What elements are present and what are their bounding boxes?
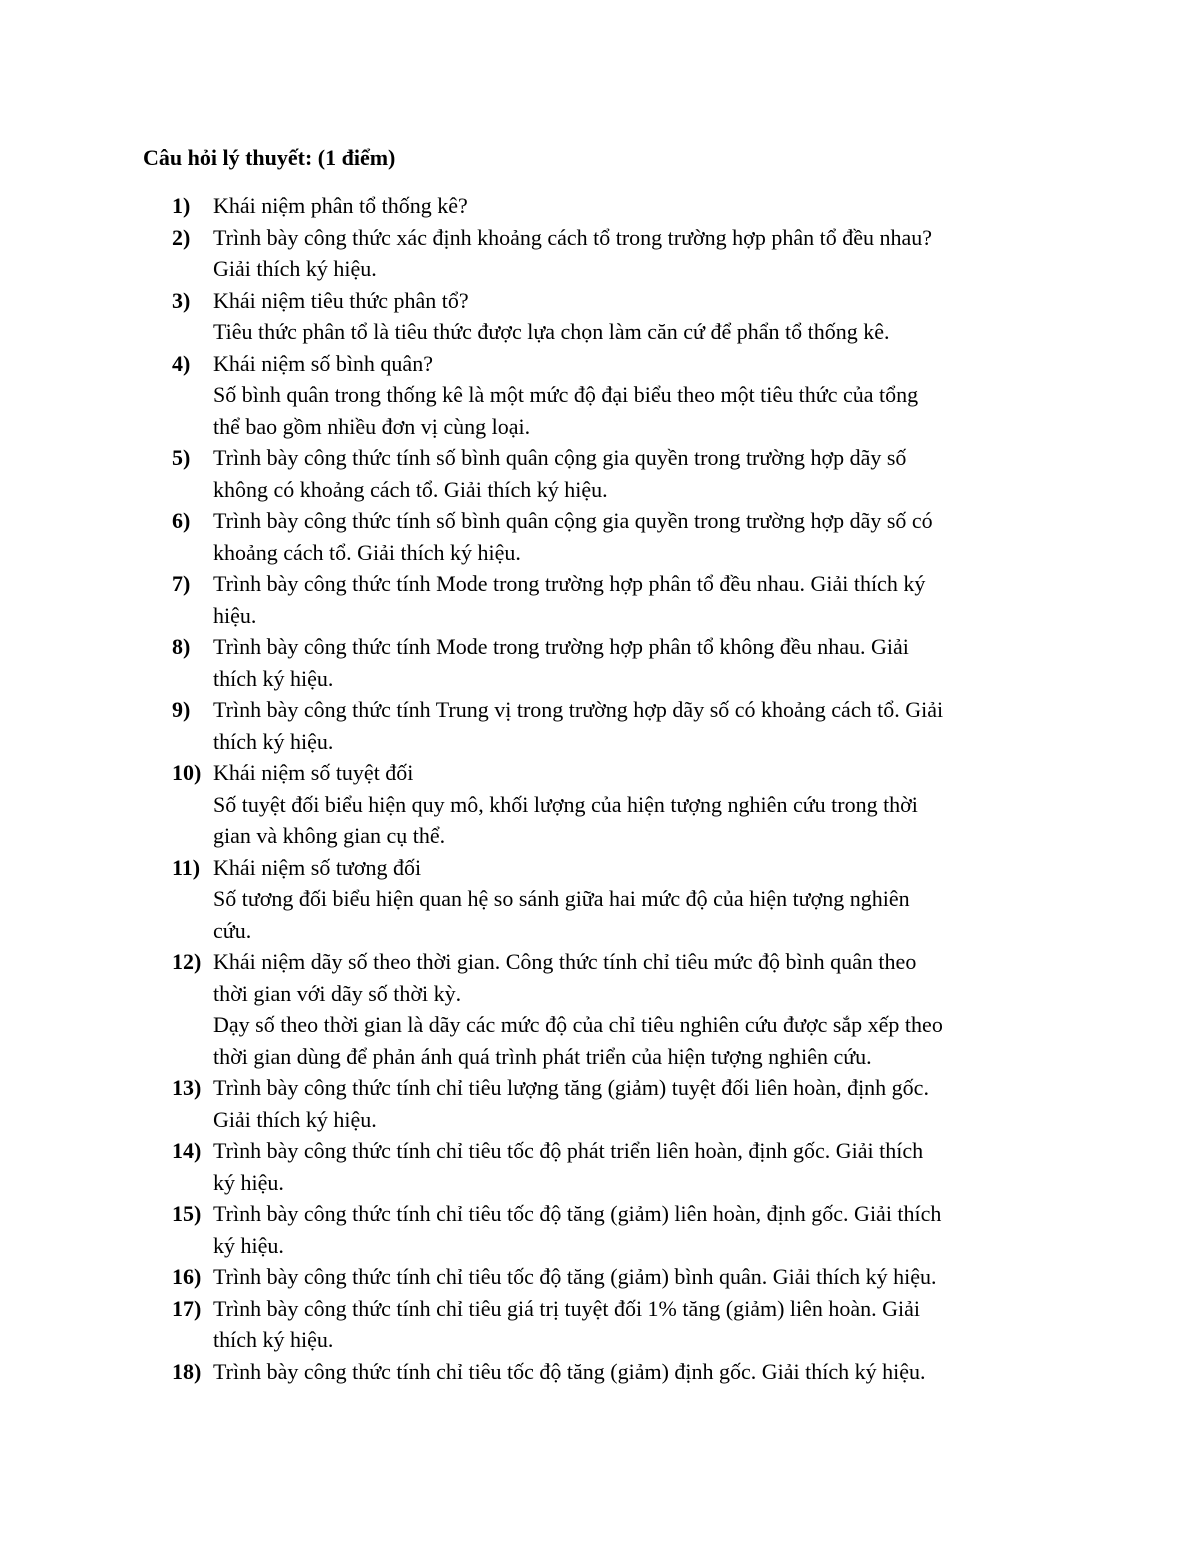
question-text: Khái niệm số tuyệt đối <box>213 760 414 785</box>
question-text: Trình bày công thức tính Mode trong trường hợp phân tổ không đều nhau. Giải <box>213 634 909 659</box>
question-item <box>172 1135 1072 1198</box>
question-item <box>172 852 1072 947</box>
question-number: 5) <box>172 445 191 470</box>
question-text: Trình bày công thức tính số bình quân cộng gia quyền trong trường hợp dãy số <box>213 445 907 470</box>
question-number: 4) <box>172 350 191 376</box>
question-text: Trình bày công thức tính chỉ tiêu tốc độ tăng (giảm) bình quân. Giải thích ký hiệu. <box>213 1264 937 1289</box>
question-number: 3) <box>172 287 191 313</box>
question-text-continuation: Số tương đối biểu hiện quan hệ so sánh giữa hai mức độ của hiện tượng nghiên <box>213 886 910 911</box>
question-number: 18) <box>172 1358 202 1384</box>
question-text: Trình bày công thức tính chỉ tiêu tốc độ phát triển liên hoàn, định gốc. Giải thích <box>213 1138 924 1163</box>
question-text-continuation: ký hiệu. <box>213 1232 284 1258</box>
question-item <box>172 1356 1072 1388</box>
question-text-continuation: Số tuyệt đối biểu hiện quy mô, khối lượng của hiện tượng nghiên cứu trong thời <box>213 791 918 817</box>
question-text-continuation: Giải thích ký hiệu. <box>213 256 377 281</box>
question-text-continuation: Giải thích ký hiệu. <box>213 1106 377 1132</box>
question-item <box>172 694 1072 757</box>
question-item <box>172 1293 1072 1356</box>
question-text-continuation: cứu. <box>213 917 252 943</box>
question-item <box>172 1261 1072 1293</box>
question-text-continuation: Tiêu thức phân tổ là tiêu thức được lựa chọn làm căn cứ để phẩn tổ thống kê. <box>213 319 890 344</box>
question-item <box>172 946 1072 1072</box>
question-text: Trình bày công thức tính chỉ tiêu lượng tăng (giảm) tuyệt đối liên hoàn, định gốc. <box>213 1075 929 1100</box>
question-text: Trình bày công thức tính chỉ tiêu tốc độ tăng (giảm) liên hoàn, định gốc. Giải thích <box>213 1201 942 1226</box>
question-number: 15) <box>172 1201 202 1226</box>
question-text-continuation: Dạy số theo thời gian là dãy các mức độ của chỉ tiêu nghiên cứu được sắp xếp theo <box>213 1012 943 1037</box>
question-text-continuation: thời gian với dãy số thời kỳ. <box>213 980 462 1006</box>
question-text: Trình bày công thức tính Mode trong trường hợp phân tổ đều nhau. Giải thích ký <box>213 571 926 596</box>
question-text: Trình bày công thức tính chỉ tiêu giá trị tuyệt đối 1% tăng (giảm) liên hoàn. Giải <box>213 1295 921 1321</box>
question-item <box>172 757 1072 852</box>
question-text-continuation: thích ký hiệu. <box>213 665 334 691</box>
question-number: 16) <box>172 1264 202 1289</box>
question-number: 14) <box>172 1138 202 1163</box>
question-list <box>172 190 1072 1387</box>
question-text-continuation: thời gian dùng để phản ánh quá trình phát triển của hiện tượng nghiên cứu. <box>213 1043 872 1069</box>
question-item <box>172 190 1072 222</box>
question-item <box>172 222 1072 285</box>
question-number: 2) <box>172 224 191 250</box>
question-text-continuation: thích ký hiệu. <box>213 1327 334 1352</box>
question-text: Khái niệm dãy số theo thời gian. Công thức tính chỉ tiêu mức độ bình quân theo <box>213 949 917 974</box>
question-item <box>172 631 1072 694</box>
question-text: Khái niệm số bình quân? <box>213 350 433 376</box>
question-text-continuation: thích ký hiệu. <box>213 728 334 754</box>
question-number: 10) <box>172 760 202 785</box>
question-text: Khái niệm số tương đối <box>213 854 422 880</box>
question-number: 13) <box>172 1075 202 1100</box>
question-number: 9) <box>172 697 191 722</box>
question-text-continuation: ký hiệu. <box>213 1169 284 1195</box>
question-number: 7) <box>172 571 191 596</box>
question-number: 8) <box>172 634 191 659</box>
question-item <box>172 1198 1072 1261</box>
question-number: 6) <box>172 508 191 533</box>
question-number: 11) <box>172 854 201 880</box>
question-text-continuation: gian và không gian cụ thể. <box>213 823 446 848</box>
question-item <box>172 568 1072 631</box>
question-text-continuation: khoảng cách tổ. Giải thích ký hiệu. <box>213 539 521 565</box>
question-item <box>172 285 1072 348</box>
question-item <box>172 1072 1072 1135</box>
question-item <box>172 505 1072 568</box>
question-text-continuation: hiệu. <box>213 602 257 628</box>
question-text: Trình bày công thức tính Trung vị trong trường hợp dãy số có khoảng cách tổ. Giải <box>213 697 944 722</box>
question-text: Khái niệm tiêu thức phân tổ? <box>213 287 469 313</box>
question-number: 1) <box>172 193 191 218</box>
question-text-continuation: Số bình quân trong thống kê là một mức độ đại biểu theo một tiêu thức của tổng <box>213 382 919 407</box>
section-heading: Câu hỏi lý thuyết: (1 điểm) <box>143 145 396 170</box>
question-text: Trình bày công thức tính chỉ tiêu tốc độ tăng (giảm) định gốc. Giải thích ký hiệu. <box>213 1358 926 1384</box>
question-text-continuation: thể bao gồm nhiều đơn vị cùng loại. <box>213 413 531 439</box>
question-item <box>172 348 1072 443</box>
question-text: Khái niệm phân tổ thống kê? <box>213 193 468 218</box>
question-text: Trình bày công thức xác định khoảng cách tổ trong trường hợp phân tổ đều nhau? <box>213 224 932 250</box>
question-number: 12) <box>172 949 202 974</box>
question-text: Trình bày công thức tính số bình quân cộng gia quyền trong trường hợp dãy số có <box>213 508 933 533</box>
question-number: 17) <box>172 1295 202 1321</box>
question-item <box>172 442 1072 505</box>
question-text-continuation: không có khoảng cách tổ. Giải thích ký hiệu. <box>213 476 608 502</box>
